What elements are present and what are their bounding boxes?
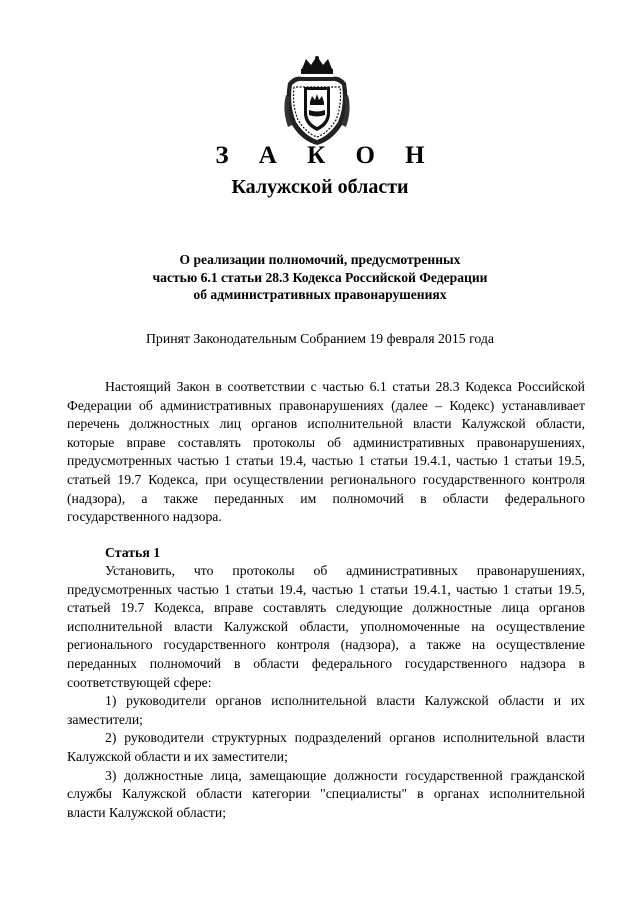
text-line: (надзора), а также переданных им полномочий в области федерального — [67, 490, 585, 506]
text-line: переданных полномочий в области федерального государственного надзора в — [67, 655, 585, 671]
adoption-note: Принят Законодательным Собранием 19 февраля 2015 года — [145, 331, 495, 346]
article-heading: Статья 1 — [105, 545, 161, 560]
text-line: Федерации об административных правонарушениях (далее – Кодекс) устанавливает — [67, 397, 585, 413]
text-line: государственного надзора. — [67, 509, 222, 525]
list-item-line: 2) руководители структурных подразделений органов исполнительной власти — [105, 730, 585, 746]
text-line: статьей 19.7 Кодекса, вправе составлять следующие должностные лица органов — [67, 600, 585, 616]
subject-line: об административных правонарушениях — [193, 287, 447, 302]
text-line: перечень должностных лиц органов исполнительной власти Калужской области, — [67, 416, 585, 432]
law-region: Калужской области — [231, 176, 409, 198]
text-line: Установить, что протоколы об административных правонарушениях, — [105, 563, 585, 578]
list-item-line: Калужской области и их заместители; — [67, 748, 288, 764]
text-line: соответствующей сфере: — [67, 674, 212, 690]
list-item-line: 1) руководители органов исполнительной власти Калужской области и их — [105, 693, 585, 709]
text-line: Настоящий Закон в соответствии с частью 6.1 статьи 28.3 Кодекса Российской — [105, 379, 585, 394]
list-item-line: власти Калужской области; — [67, 804, 227, 820]
intro-paragraph — [67, 378, 585, 527]
law-subject — [100, 251, 540, 304]
subject-line: О реализации полномочий, предусмотренных — [179, 252, 461, 267]
subject-line: частью 6.1 статьи 28.3 Кодекса Российской Федерации — [152, 269, 488, 285]
text-line: которые вправе составлять протоколы об административных правонарушениях, — [67, 434, 585, 450]
list-item-line: службы Калужской области категории "специалисты" в органах исполнительной — [67, 786, 585, 802]
list-item-line: 3) должностные лица, замещающие должности государственной гражданской — [105, 767, 585, 783]
text-line: регионального государственного контроля (надзора), а также на осуществление — [67, 637, 585, 653]
text-line: предусмотренных частью 1 статьи 19.4, частью 1 статьи 19.4.1, частью 1 статьи 19.5, — [67, 581, 585, 597]
text-line: исполнительной власти Калужской области, уполномоченные на осуществление — [67, 618, 585, 634]
list-item-line: заместители; — [67, 711, 143, 727]
text-line: предусмотренных частью 1 статьи 19.4, частью 1 статьи 19.4.1, частью 1 статьи 19.5, — [67, 453, 585, 469]
law-title: З А К О Н — [215, 142, 437, 169]
article-1-body — [67, 562, 585, 822]
text-line: статьей 19.7 Кодекса, при осуществлении регионального государственного контроля — [67, 471, 585, 487]
coat-of-arms-emblem — [282, 55, 352, 147]
